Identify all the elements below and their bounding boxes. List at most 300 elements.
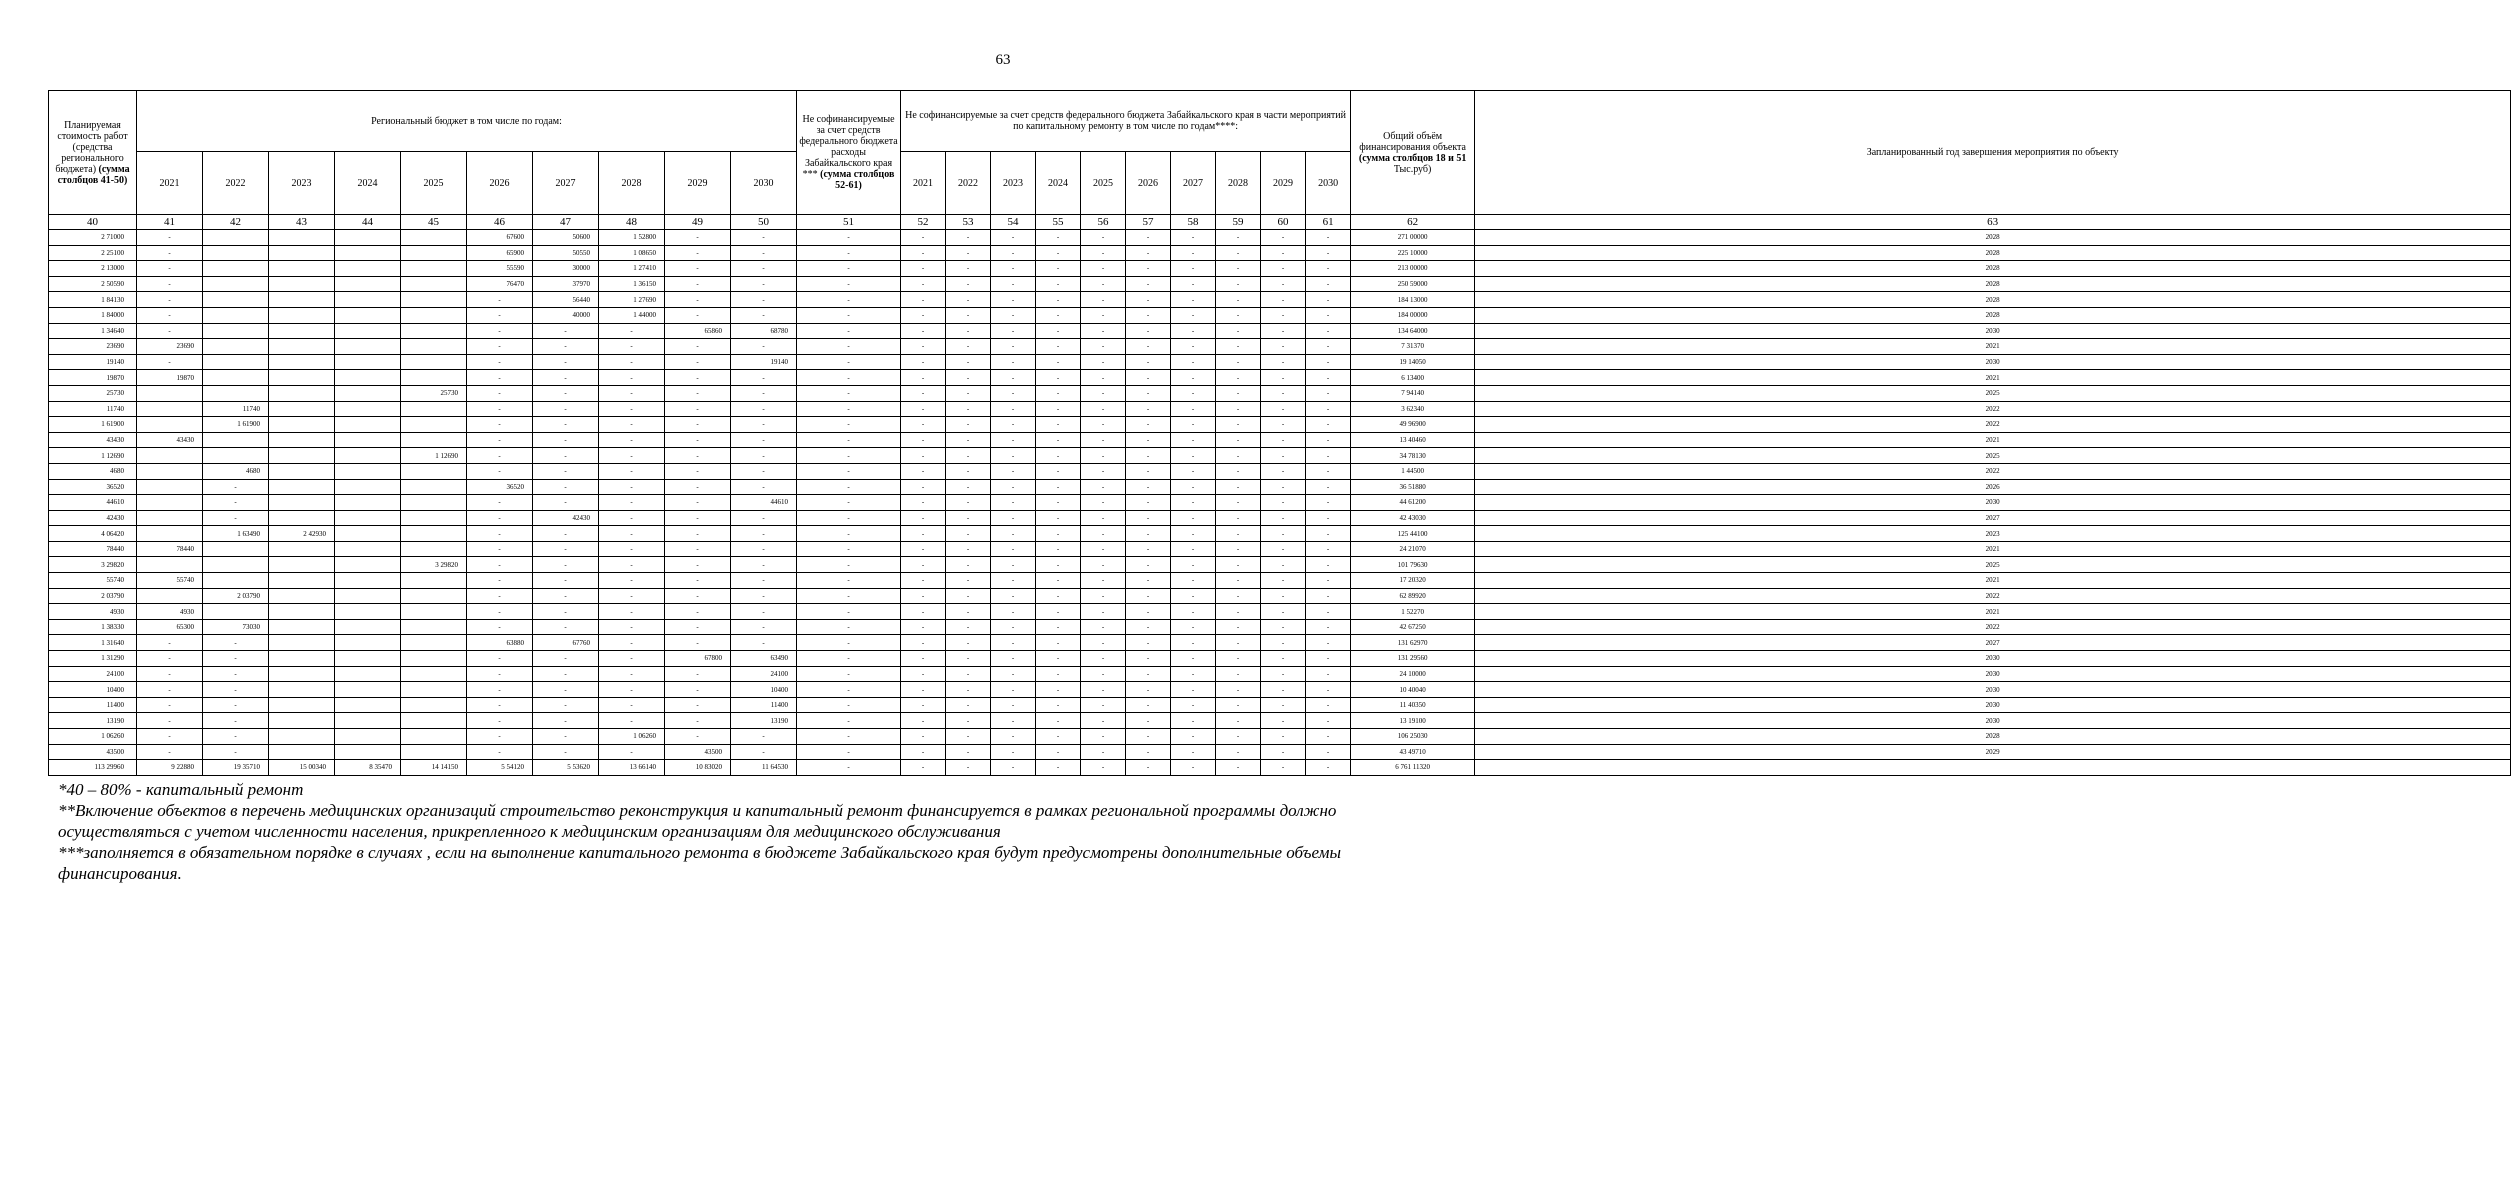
table-cell: - [1081, 417, 1126, 433]
table-cell [203, 354, 269, 370]
table-cell: 1 12690 [49, 448, 137, 464]
table-cell: 2028 [1475, 261, 2511, 277]
table-cell: 1 52800 [599, 230, 665, 246]
table-cell: - [665, 292, 731, 308]
table-cell: - [1216, 370, 1261, 386]
table-cell: - [1036, 713, 1081, 729]
table-cell: 2030 [1475, 651, 2511, 667]
table-cell: - [1081, 541, 1126, 557]
table-cell: 43500 [665, 744, 731, 760]
table-cell: - [1171, 510, 1216, 526]
table-cell [203, 448, 269, 464]
table-cell: - [665, 261, 731, 277]
table-cell: - [1261, 744, 1306, 760]
table-cell: - [1261, 323, 1306, 339]
column-number: 59 [1216, 215, 1261, 230]
table-cell [203, 557, 269, 573]
table-cell: 9 22880 [137, 760, 203, 776]
table-cell: - [1036, 307, 1081, 323]
table-cell: - [1306, 713, 1351, 729]
table-cell [269, 573, 335, 589]
table-cell: - [946, 495, 991, 511]
table-cell: - [1081, 385, 1126, 401]
table-cell: - [1306, 432, 1351, 448]
table-cell: - [1216, 573, 1261, 589]
table-cell: 13 40460 [1351, 432, 1475, 448]
table-cell: - [1261, 760, 1306, 776]
table-cell: - [1171, 713, 1216, 729]
table-cell: - [1126, 417, 1171, 433]
table-cell: - [797, 697, 901, 713]
table-cell: - [1036, 635, 1081, 651]
table-cell: 1 52270 [1351, 604, 1475, 620]
table-cell: - [1306, 682, 1351, 698]
table-cell: - [1216, 292, 1261, 308]
table-cell: - [1306, 401, 1351, 417]
table-cell: - [665, 463, 731, 479]
table-cell: - [991, 604, 1036, 620]
table-cell: - [1261, 261, 1306, 277]
table-cell: - [1081, 619, 1126, 635]
table-cell: - [901, 432, 946, 448]
table-cell: - [731, 339, 797, 355]
table-cell: 1 44500 [1351, 463, 1475, 479]
table-cell: - [731, 479, 797, 495]
table-cell: - [1306, 619, 1351, 635]
table-cell: 42430 [49, 510, 137, 526]
column-number: 49 [665, 215, 731, 230]
table-cell: - [1036, 495, 1081, 511]
table-cell: - [1081, 666, 1126, 682]
table-cell: - [901, 526, 946, 542]
table-cell: - [731, 619, 797, 635]
table-cell [335, 541, 401, 557]
table-cell: - [797, 230, 901, 246]
table-cell: - [901, 401, 946, 417]
table-cell: - [1216, 744, 1261, 760]
table-cell [137, 479, 203, 495]
table-cell: 36 51880 [1351, 479, 1475, 495]
table-cell: - [946, 354, 991, 370]
table-row [49, 339, 2511, 355]
table-cell: - [946, 479, 991, 495]
table-cell: 8 35470 [335, 760, 401, 776]
table-cell: - [1171, 261, 1216, 277]
table-cell: 2 25100 [49, 245, 137, 261]
table-cell: - [665, 682, 731, 698]
table-cell: 68780 [731, 323, 797, 339]
table-row [49, 463, 2511, 479]
table-cell: 44 61200 [1351, 495, 1475, 511]
table-cell: - [991, 292, 1036, 308]
table-cell: 37970 [533, 276, 599, 292]
table-cell [401, 651, 467, 667]
table-cell: 43 49710 [1351, 744, 1475, 760]
table-cell: 19140 [731, 354, 797, 370]
table-cell: - [1081, 697, 1126, 713]
table-cell: - [1036, 588, 1081, 604]
table-cell: - [797, 713, 901, 729]
column-number: 44 [335, 215, 401, 230]
table-cell [401, 729, 467, 745]
table-cell: 134 64000 [1351, 323, 1475, 339]
table-cell: - [599, 697, 665, 713]
table-cell: - [1306, 557, 1351, 573]
table-cell [335, 417, 401, 433]
table-cell: - [599, 682, 665, 698]
table-cell: - [1126, 651, 1171, 667]
table-cell: - [137, 323, 203, 339]
table-cell: - [1261, 448, 1306, 464]
table-cell: - [946, 526, 991, 542]
table-cell: - [946, 463, 991, 479]
table-cell [401, 339, 467, 355]
table-cell: 2027 [1475, 510, 2511, 526]
table-cell: - [1036, 448, 1081, 464]
table-cell: - [1081, 713, 1126, 729]
header-regional-budget: Региональный бюджет в том числе по годам: [137, 91, 797, 152]
table-cell: 2030 [1475, 495, 2511, 511]
table-cell: - [599, 510, 665, 526]
table-cell [137, 448, 203, 464]
table-cell: 2026 [1475, 479, 2511, 495]
footnote-line: финансирования. [58, 864, 182, 883]
table-cell: - [1036, 479, 1081, 495]
table-cell: - [1216, 245, 1261, 261]
table-cell: - [1306, 697, 1351, 713]
table-cell: - [599, 635, 665, 651]
table-cell: - [599, 401, 665, 417]
table-cell: 67800 [665, 651, 731, 667]
table-row [49, 370, 2511, 386]
table-cell [269, 323, 335, 339]
table-cell: 213 00000 [1351, 261, 1475, 277]
table-cell: - [1036, 463, 1081, 479]
table-cell [269, 432, 335, 448]
table-cell [401, 697, 467, 713]
table-cell: - [137, 713, 203, 729]
table-cell: - [1171, 635, 1216, 651]
table-cell: - [946, 307, 991, 323]
column-number: 56 [1081, 215, 1126, 230]
table-cell [203, 245, 269, 261]
table-cell: - [901, 760, 946, 776]
table-cell: - [1261, 557, 1306, 573]
table-cell: - [599, 744, 665, 760]
table-cell: - [1171, 697, 1216, 713]
table-cell: - [203, 479, 269, 495]
table-cell: - [137, 261, 203, 277]
table-cell [203, 261, 269, 277]
table-cell [269, 261, 335, 277]
table-cell: - [1306, 339, 1351, 355]
table-cell: - [1126, 339, 1171, 355]
table-cell: 67760 [533, 635, 599, 651]
table-cell: - [1081, 370, 1126, 386]
table-cell: 24100 [731, 666, 797, 682]
table-row [49, 744, 2511, 760]
column-number: 58 [1171, 215, 1216, 230]
table-cell: - [1216, 354, 1261, 370]
table-cell: - [533, 495, 599, 511]
table-cell: - [599, 557, 665, 573]
table-cell: 2022 [1475, 463, 2511, 479]
table-cell: - [797, 448, 901, 464]
table-cell [401, 323, 467, 339]
table-cell: - [665, 635, 731, 651]
table-cell: - [901, 323, 946, 339]
table-cell: - [901, 448, 946, 464]
table-cell: 225 10000 [1351, 245, 1475, 261]
table-cell: - [599, 619, 665, 635]
table-cell: - [797, 370, 901, 386]
table-cell: - [731, 541, 797, 557]
table-cell: - [599, 323, 665, 339]
table-row [49, 604, 2511, 620]
table-cell: 2029 [1475, 744, 2511, 760]
table-cell: - [901, 307, 946, 323]
table-cell: - [533, 448, 599, 464]
table-cell: - [467, 448, 533, 464]
table-cell: - [1171, 276, 1216, 292]
table-cell: - [1126, 323, 1171, 339]
table-cell [269, 635, 335, 651]
table-cell: - [1081, 463, 1126, 479]
table-cell: - [1306, 448, 1351, 464]
table-cell [335, 682, 401, 698]
table-cell: - [991, 635, 1036, 651]
table-cell: - [1216, 697, 1261, 713]
table-cell: - [731, 604, 797, 620]
table-cell: - [467, 463, 533, 479]
table-cell: - [1306, 479, 1351, 495]
table-cell: 1 12690 [401, 448, 467, 464]
table-cell: 55740 [137, 573, 203, 589]
table-cell: 4930 [49, 604, 137, 620]
table-cell: - [1171, 760, 1216, 776]
table-cell: - [731, 307, 797, 323]
table-cell: 3 29820 [49, 557, 137, 573]
table-cell: - [1216, 635, 1261, 651]
table-cell: - [991, 495, 1036, 511]
table-cell: 2028 [1475, 307, 2511, 323]
table-cell: - [901, 417, 946, 433]
table-cell: - [731, 370, 797, 386]
table-cell: - [797, 541, 901, 557]
table-cell: - [1081, 323, 1126, 339]
table-cell [269, 510, 335, 526]
table-cell: - [946, 417, 991, 433]
table-cell: 1 44000 [599, 307, 665, 323]
table-cell: - [1306, 463, 1351, 479]
table-cell: - [731, 588, 797, 604]
table-cell: 23690 [137, 339, 203, 355]
table-cell: - [797, 339, 901, 355]
table-cell: - [203, 682, 269, 698]
table-cell: - [797, 510, 901, 526]
table-cell [335, 713, 401, 729]
table-cell: - [946, 573, 991, 589]
federal-year-header: 2027 [1171, 152, 1216, 215]
regional-year-header: 2030 [731, 152, 797, 215]
table-cell: - [665, 604, 731, 620]
table-cell: 184 00000 [1351, 307, 1475, 323]
table-cell: - [467, 541, 533, 557]
table-cell: - [1036, 339, 1081, 355]
table-row [49, 713, 2511, 729]
table-cell: - [797, 276, 901, 292]
table-cell: - [797, 417, 901, 433]
table-cell: - [946, 760, 991, 776]
table-cell [335, 463, 401, 479]
table-cell [335, 385, 401, 401]
table-cell: - [1036, 292, 1081, 308]
table-cell: - [599, 463, 665, 479]
table-cell: - [467, 370, 533, 386]
table-cell [335, 729, 401, 745]
table-row [49, 682, 2511, 698]
table-cell: - [1216, 479, 1261, 495]
header-federal-part: Не софинансируемые за счет средств федерального бюджета Забайкальского края в части мероприятий по капитальному ремонту в том числе по годам****: [901, 91, 1351, 152]
table-cell: - [1216, 495, 1261, 511]
table-cell: - [901, 230, 946, 246]
table-cell: - [1036, 417, 1081, 433]
table-cell: - [946, 370, 991, 386]
table-cell: - [797, 744, 901, 760]
table-cell: - [1261, 432, 1306, 448]
table-cell: - [1171, 401, 1216, 417]
table-cell: - [1261, 697, 1306, 713]
table-cell: - [1036, 541, 1081, 557]
table-cell: 2027 [1475, 635, 2511, 651]
table-cell: - [901, 557, 946, 573]
table-cell: - [1126, 354, 1171, 370]
table-cell: - [991, 651, 1036, 667]
table-cell: - [901, 541, 946, 557]
table-cell: - [467, 495, 533, 511]
table-cell: - [1036, 651, 1081, 667]
table-row [49, 635, 2511, 651]
table-cell: - [1081, 682, 1126, 698]
table-cell [401, 682, 467, 698]
table-row [49, 292, 2511, 308]
column-number: 51 [797, 215, 901, 230]
table-cell: - [203, 635, 269, 651]
table-cell [203, 432, 269, 448]
table-cell: - [1261, 245, 1306, 261]
table-cell: 10400 [731, 682, 797, 698]
table-cell: 4 06420 [49, 526, 137, 542]
table-cell: - [1081, 276, 1126, 292]
table-cell: - [599, 354, 665, 370]
table-cell: 65860 [665, 323, 731, 339]
table-cell: 1 63490 [203, 526, 269, 542]
table-cell: - [797, 463, 901, 479]
table-row [49, 276, 2511, 292]
table-cell: - [1036, 557, 1081, 573]
table-cell: - [991, 510, 1036, 526]
table-row [49, 697, 2511, 713]
table-cell: - [1306, 307, 1351, 323]
header-planned-cost: Планируемая стоимость работ (средства регионального бюджета) (сумма столбцов 41-50) [49, 91, 137, 215]
table-cell: - [665, 479, 731, 495]
table-cell: - [137, 276, 203, 292]
table-cell: - [1126, 729, 1171, 745]
table-cell [401, 541, 467, 557]
table-cell [269, 448, 335, 464]
table-cell: - [1261, 307, 1306, 323]
table-cell: - [533, 354, 599, 370]
table-cell: - [665, 245, 731, 261]
table-cell: - [533, 651, 599, 667]
table-cell: 2028 [1475, 292, 2511, 308]
table-cell: - [467, 510, 533, 526]
table-cell: - [1306, 651, 1351, 667]
table-cell [335, 651, 401, 667]
table-cell: - [797, 651, 901, 667]
table-cell: - [901, 463, 946, 479]
table-cell [335, 557, 401, 573]
table-cell [269, 354, 335, 370]
table-cell [401, 432, 467, 448]
table-cell: - [1306, 635, 1351, 651]
table-cell: 55740 [49, 573, 137, 589]
table-cell [269, 385, 335, 401]
table-cell: - [1036, 261, 1081, 277]
table-cell: - [797, 557, 901, 573]
table-cell: - [137, 230, 203, 246]
table-cell: - [991, 417, 1036, 433]
table-cell [335, 479, 401, 495]
table-cell: - [797, 635, 901, 651]
federal-year-header: 2025 [1081, 152, 1126, 215]
table-cell: - [901, 619, 946, 635]
table-cell [203, 604, 269, 620]
table-cell [401, 463, 467, 479]
table-cell: - [1216, 541, 1261, 557]
federal-year-header: 2024 [1036, 152, 1081, 215]
table-cell [401, 713, 467, 729]
table-cell: - [1036, 245, 1081, 261]
table-cell: - [665, 370, 731, 386]
table-cell: - [731, 417, 797, 433]
table-cell: - [1126, 385, 1171, 401]
table-cell: 2021 [1475, 339, 2511, 355]
table-row [49, 401, 2511, 417]
table-cell: - [1036, 729, 1081, 745]
table-cell [335, 588, 401, 604]
table-cell: - [137, 635, 203, 651]
table-cell: - [467, 339, 533, 355]
table-cell: - [797, 401, 901, 417]
table-cell: - [797, 619, 901, 635]
table-cell: - [1171, 292, 1216, 308]
table-cell: - [1171, 354, 1216, 370]
table-cell: - [731, 292, 797, 308]
table-cell: - [946, 744, 991, 760]
table-cell: - [467, 651, 533, 667]
table-row [49, 729, 2511, 745]
table-cell: - [901, 370, 946, 386]
table-cell: - [797, 354, 901, 370]
table-cell [335, 666, 401, 682]
table-cell: - [665, 307, 731, 323]
table-cell: - [797, 666, 901, 682]
table-cell: - [946, 230, 991, 246]
table-cell: - [901, 354, 946, 370]
table-cell: - [1261, 635, 1306, 651]
table-cell [269, 401, 335, 417]
